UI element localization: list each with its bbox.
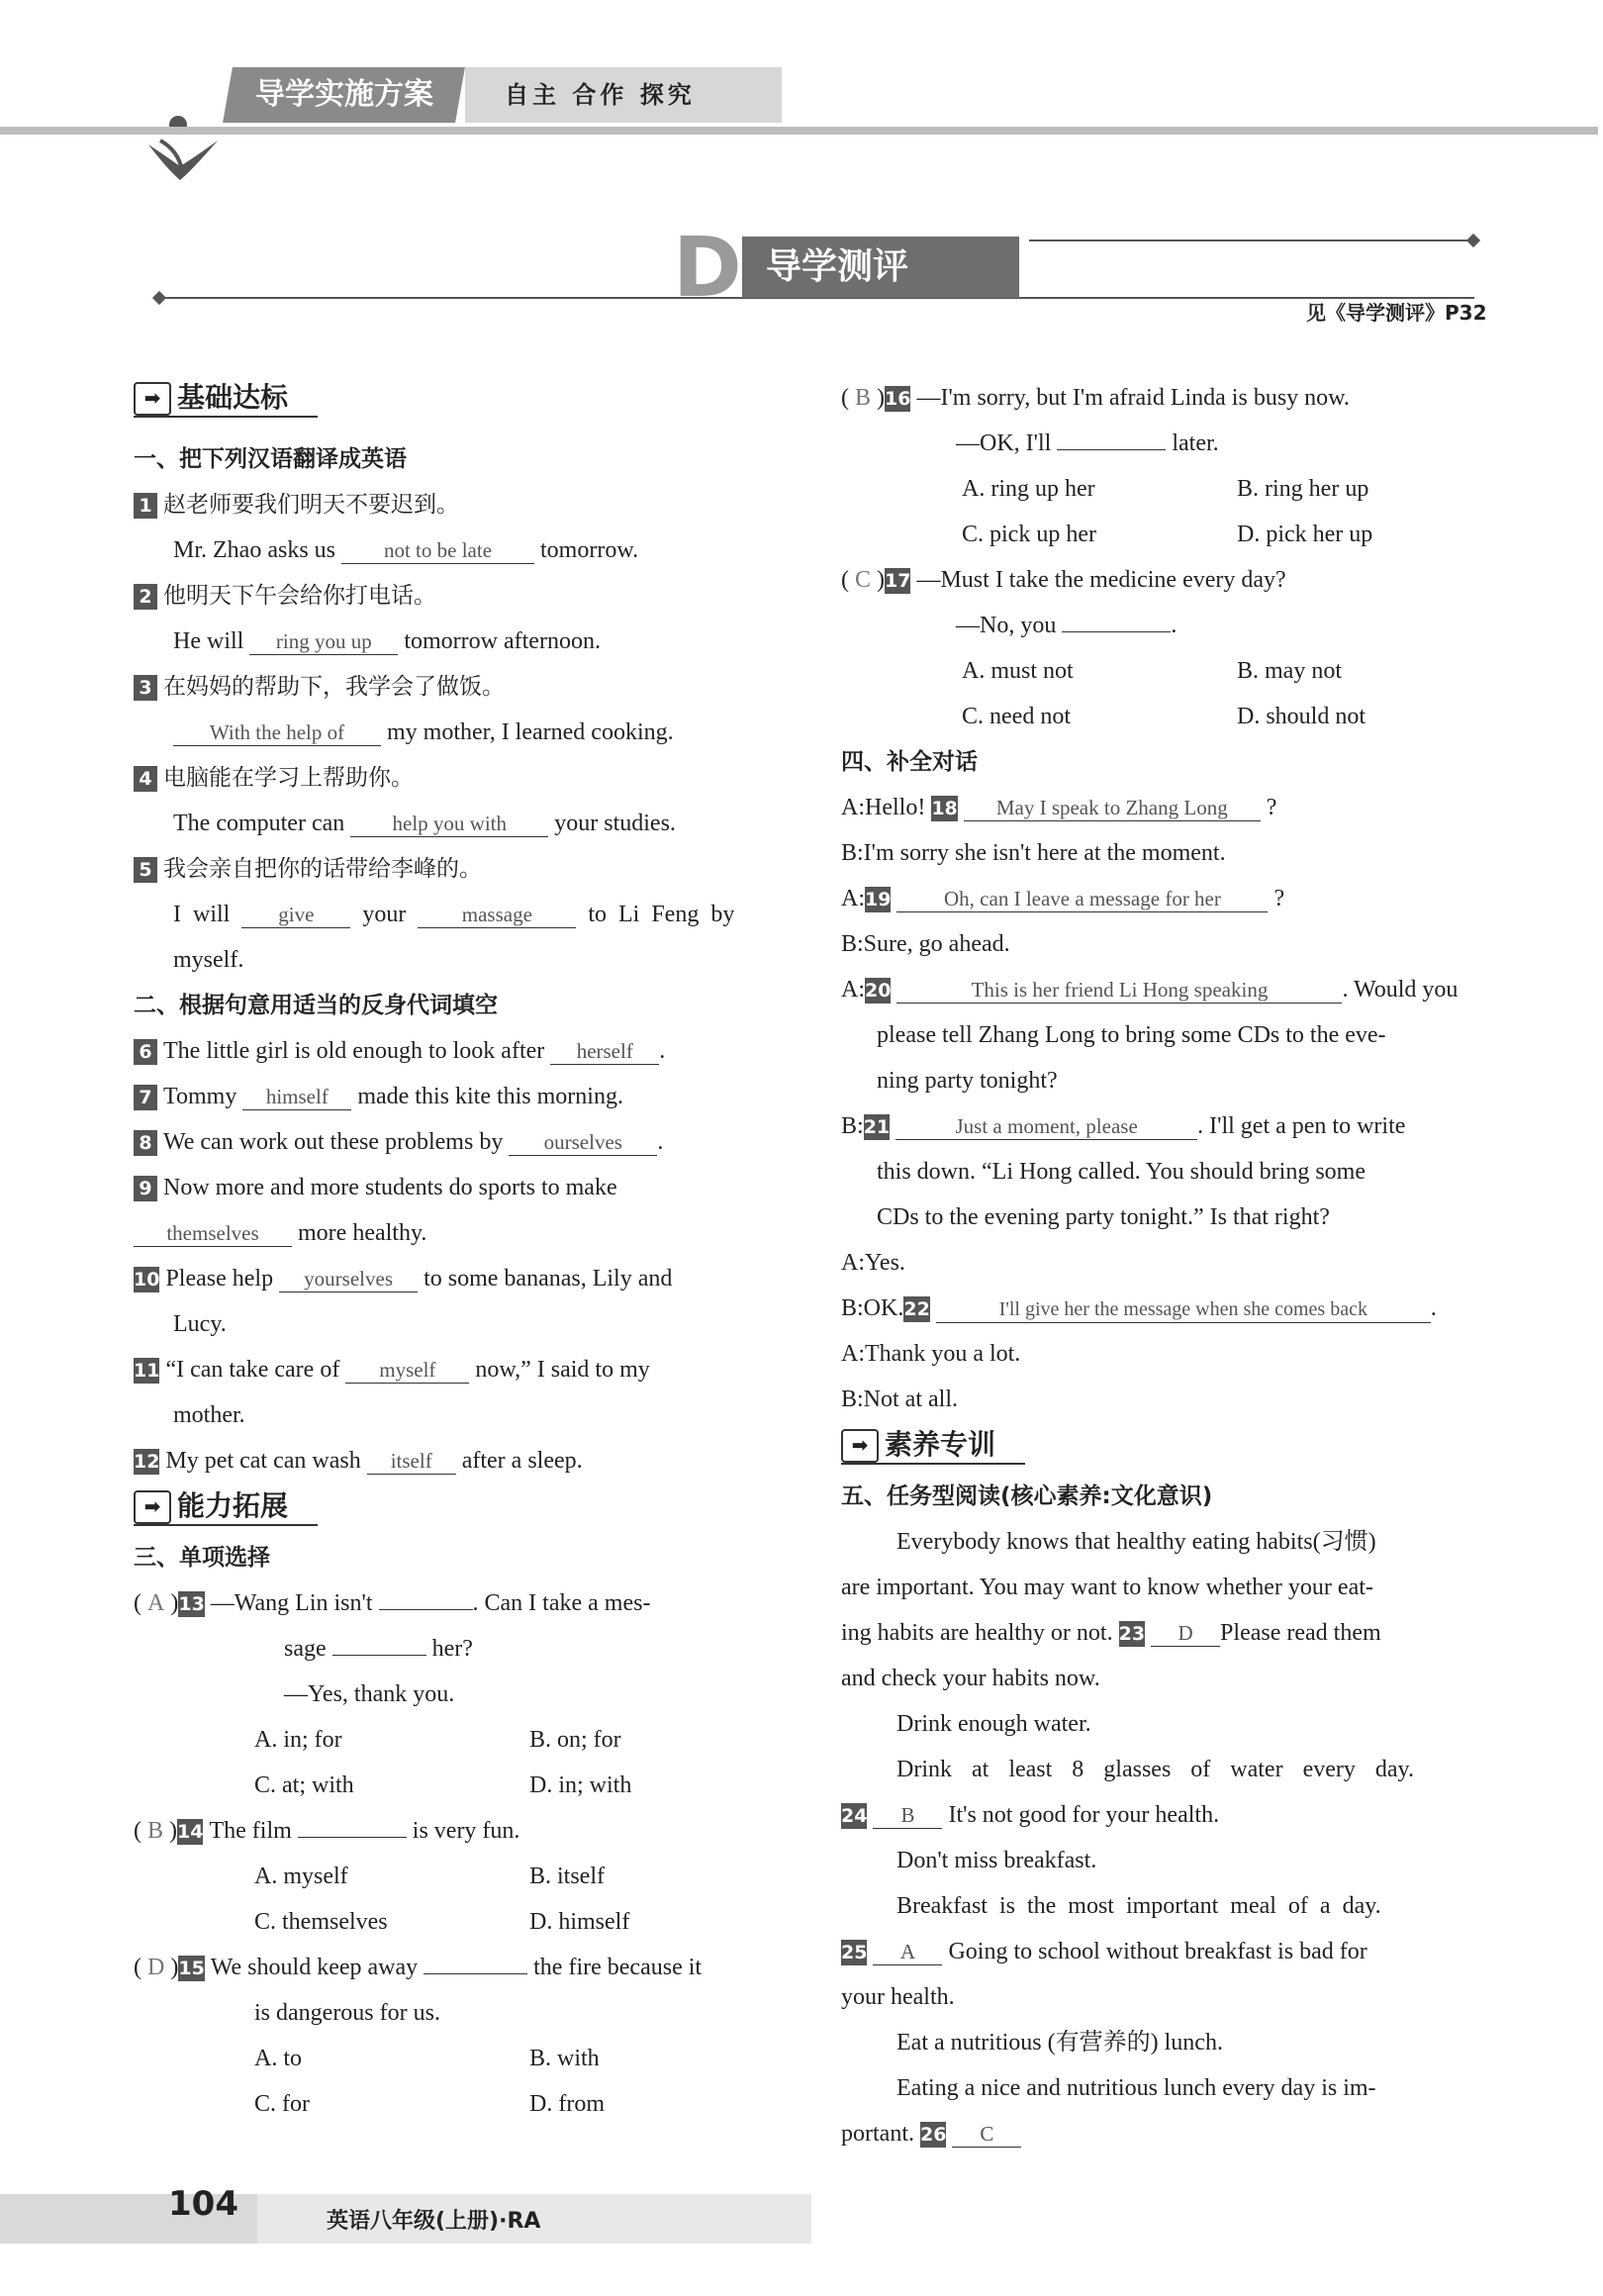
q15-opt-a[interactable]: A. to (254, 2046, 302, 2071)
q15-cont: is dangerous for us. (254, 2000, 440, 2026)
answer-blank[interactable]: give (241, 902, 350, 928)
answer-blank[interactable] (424, 1973, 527, 1974)
part-5-heading: 五、任务型阅读(核心素养:文化意识) (841, 1483, 1213, 1509)
q4-prompt: 4 电脑能在学习上帮助你。 (134, 761, 414, 795)
q6: 6 The little girl is old enough to look after herself . (134, 1034, 665, 1068)
section-literacy: ➡ 素养专训 (841, 1428, 1025, 1465)
q17-opt-d[interactable]: D. should not (1237, 704, 1367, 729)
dialog-6: B:21 Just a moment, please . I'll get a pen to write (841, 1113, 1406, 1139)
q1-answer: Mr. Zhao asks us not to be late tomorrow. (173, 537, 639, 563)
reading-line-9: Breakfast is the most important meal of a day. (896, 1893, 1381, 1919)
reading-line-8: Don't miss breakfast. (896, 1848, 1097, 1873)
dialog-3: A:19 Oh, can I leave a message for her ? (841, 886, 1285, 911)
answer-blank[interactable]: itself (367, 1448, 456, 1475)
q15: ( D )15 We should keep away the fire because it (134, 1955, 703, 1980)
answer-blank[interactable]: ourselves (509, 1129, 657, 1156)
reading-line-7: 24 B It's not good for your health. (841, 1802, 1220, 1828)
q15-opt-c[interactable]: C. for (254, 2091, 310, 2117)
page-footer (0, 2172, 1603, 2251)
dialog-9: A:Thank you a lot. (841, 1341, 1021, 1367)
part-3-heading: 三、单项选择 (134, 1545, 270, 1571)
q9: 9 Now more and more students do sports to make (134, 1171, 617, 1204)
answer-blank[interactable]: massage (418, 902, 576, 928)
q3-answer: With the help of my mother, I learned cooking. (173, 716, 674, 749)
q16: ( B )16 —I'm sorry, but I'm afraid Linda is busy now. (841, 385, 1350, 411)
q11-cont: mother. (173, 1402, 245, 1428)
reading-line-6: Drink at least 8 glasses of water every day. (896, 1757, 1414, 1782)
arrow-icon: ➡ (841, 1429, 879, 1463)
reading-line-11: your health. (841, 1984, 955, 2010)
q8: 8 We can work out these problems by ourselves . (134, 1125, 663, 1159)
dialog-6-cont: this down. “Li Hong called. You should bring some (877, 1159, 1366, 1185)
logo-icon (139, 111, 228, 190)
q11: 11 “I can take care of myself now,” I said to my (134, 1357, 650, 1383)
reading-line-14: portant. 26 C (841, 2117, 1021, 2151)
q10: 10 Please help yourselves to some bananas, Lily and (134, 1266, 673, 1292)
q16-opt-b[interactable]: B. ring her up (1237, 476, 1369, 502)
q15-opt-b[interactable]: B. with (529, 2046, 600, 2071)
answer-blank[interactable]: B (873, 1802, 942, 1829)
part-1-heading: 一、把下列汉语翻译成英语 (134, 446, 407, 472)
banner-dot-right (1466, 234, 1480, 247)
answer-blank[interactable] (379, 1609, 473, 1610)
q13-reply: —Yes, thank you. (284, 1681, 455, 1707)
q14: ( B )14 The film is very fun. (134, 1818, 520, 1844)
answer-blank[interactable]: myself (345, 1357, 469, 1384)
dialog-5-cont2: ning party tonight? (877, 1068, 1058, 1094)
q9-cont: themselves more healthy. (134, 1216, 426, 1250)
dialog-10: B:Not at all. (841, 1387, 958, 1412)
q16-opt-a[interactable]: A. ring up her (962, 476, 1095, 502)
page-number: 104 (168, 2184, 238, 2224)
dialog-4: B:Sure, go ahead. (841, 931, 1010, 957)
q13-opt-d[interactable]: D. in; with (529, 1772, 632, 1798)
motto: 自主 合作 探究 (465, 67, 782, 123)
answer-blank[interactable]: himself (242, 1084, 351, 1110)
answer-blank[interactable]: ring you up (249, 628, 398, 655)
answer-blank[interactable]: herself (550, 1038, 659, 1065)
reading-line-4: and check your habits now. (841, 1666, 1100, 1691)
answer-blank[interactable]: C (952, 2121, 1021, 2148)
dialog-5-cont: please tell Zhang Long to bring some CDs to the eve- (877, 1022, 1386, 1048)
q3-prompt: 3 在妈妈的帮助下，我学会了做饭。 (134, 670, 505, 704)
banner-line-right (1029, 239, 1474, 241)
answer-blank[interactable]: A (873, 1939, 942, 1965)
reference-note: 见《导学测评》P32 (1306, 301, 1487, 325)
q7: 7 Tommy himself made this kite this morning. (134, 1080, 623, 1113)
section-basic: ➡ 基础达标 (134, 381, 318, 418)
q13-opt-a[interactable]: A. in; for (254, 1727, 342, 1753)
reading-line-12: Eat a nutritious (有营养的) lunch. (896, 2030, 1223, 2056)
reading-line-10: 25 A Going to school without breakfast is bad for (841, 1939, 1367, 1964)
section-banner (673, 219, 1029, 316)
reading-line-3: ing habits are healthy or not. 23 D Please read them (841, 1620, 1381, 1646)
dialog-2: B:I'm sorry she isn't here at the moment. (841, 840, 1226, 866)
header-divider (0, 127, 1598, 135)
q15-opt-d[interactable]: D. from (529, 2091, 605, 2117)
q13-cont: sage her? (284, 1636, 473, 1662)
answer-blank[interactable]: help you with (350, 811, 548, 837)
answer-blank[interactable] (1062, 631, 1171, 632)
q13-opt-c[interactable]: C. at; with (254, 1772, 354, 1798)
answer-blank[interactable]: With the help of (173, 719, 381, 746)
answer-blank[interactable]: May I speak to Zhang Long (964, 795, 1261, 821)
answer-blank[interactable]: Just a moment, please (896, 1113, 1197, 1140)
page-header (0, 59, 782, 131)
q17-opt-c[interactable]: C. need not (962, 704, 1071, 729)
reading-line-5: Drink enough water. (896, 1711, 1091, 1737)
q10-cont: Lucy. (173, 1311, 227, 1337)
banner-dot-left (152, 291, 166, 305)
q17-opt-b[interactable]: B. may not (1237, 658, 1342, 684)
answer-blank[interactable]: themselves (134, 1220, 292, 1247)
q5-prompt: 5 我会亲自把你的话带给李峰的。 (134, 852, 482, 886)
answer-blank[interactable]: I'll give her the message when she comes back (936, 1296, 1431, 1323)
answer-blank[interactable] (298, 1837, 407, 1838)
q16-opt-d[interactable]: D. pick her up (1237, 522, 1373, 547)
banner-title: 导学测评 (742, 237, 1019, 298)
part-4-heading: 四、补全对话 (841, 749, 978, 775)
q2-prompt: 2 他明天下午会给你打电话。 (134, 579, 436, 613)
brand-tab (223, 67, 465, 123)
q17: ( C )17 —Must I take the medicine every day? (841, 567, 1286, 593)
q17-cont: —No, you . (956, 613, 1178, 638)
q1-prompt: 1 赵老师要我们明天不要迟到。 (134, 488, 459, 522)
dialog-5: A:20 This is her friend Li Hong speaking . Would you (841, 977, 1459, 1003)
section-ability: ➡ 能力拓展 (134, 1489, 318, 1526)
reading-line-1: Everybody knows that healthy eating habits(习惯) (896, 1529, 1376, 1555)
q14-opt-a[interactable]: A. myself (254, 1864, 348, 1889)
answer-blank[interactable]: Oh, can I leave a message for her (896, 886, 1268, 912)
answer-blank[interactable]: not to be late (341, 537, 534, 564)
q2-answer: He will ring you up tomorrow afternoon. (173, 628, 601, 654)
dialog-1: A:Hello! 18 May I speak to Zhang Long ? (841, 795, 1277, 820)
q16-opt-c[interactable]: C. pick up her (962, 522, 1096, 547)
q13-opt-b[interactable]: B. on; for (529, 1727, 621, 1753)
reading-line-13: Eating a nice and nutritious lunch every day is im- (896, 2075, 1376, 2101)
answer-blank[interactable]: yourselves (279, 1266, 418, 1292)
q12: 12 My pet cat can wash itself after a sleep. (134, 1448, 583, 1474)
dialog-8: B:OK.22 I'll give her the message when she comes back . (841, 1295, 1437, 1321)
arrow-icon: ➡ (134, 1490, 171, 1524)
q14-opt-d[interactable]: D. himself (529, 1909, 630, 1935)
part-2-heading: 二、根据句意用适当的反身代词填空 (134, 993, 498, 1018)
banner-letter: D (673, 219, 742, 316)
q14-opt-b[interactable]: B. itself (529, 1864, 605, 1889)
answer-blank[interactable] (1057, 449, 1166, 450)
q4-answer: The computer can help you with your studies. (173, 811, 676, 836)
book-title: 英语八年级(上册)·RA (327, 2209, 541, 2234)
q5-answer-cont: myself. (173, 947, 244, 973)
q14-opt-c[interactable]: C. themselves (254, 1909, 388, 1935)
q16-cont: —OK, I'll later. (956, 430, 1219, 456)
reading-line-2: are important. You may want to know whether your eat- (841, 1575, 1373, 1600)
answer-blank[interactable]: This is her friend Li Hong speaking (896, 977, 1342, 1004)
dialog-7: A:Yes. (841, 1250, 905, 1276)
dialog-6-cont2: CDs to the evening party tonight.” Is that right? (877, 1204, 1330, 1230)
q13: ( A )13 —Wang Lin isn't . Can I take a mes- (134, 1590, 651, 1616)
q17-opt-a[interactable]: A. must not (962, 658, 1074, 684)
q5-answer: I will give your massage to Li Feng by (173, 902, 735, 927)
answer-blank[interactable] (332, 1655, 426, 1656)
brand-text: 导学实施方案 (254, 77, 433, 112)
answer-blank[interactable]: D (1151, 1620, 1220, 1647)
arrow-icon: ➡ (134, 382, 171, 416)
